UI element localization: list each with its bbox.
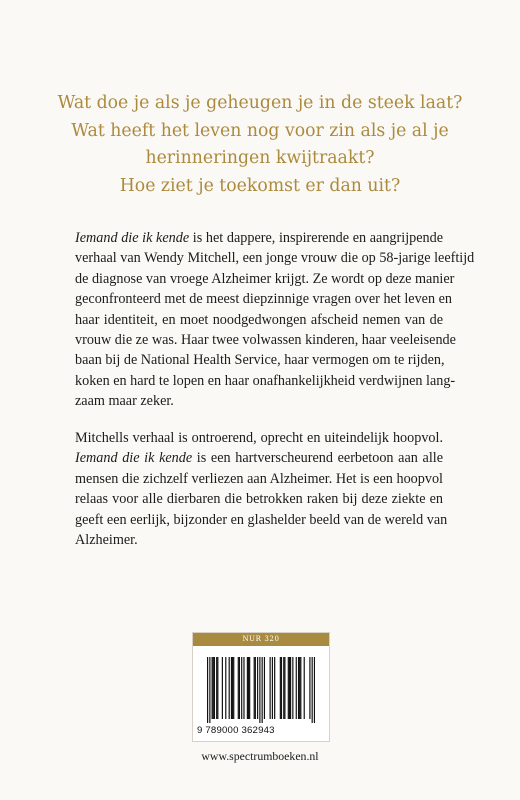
blurb-line xyxy=(75,448,443,468)
barcode-bar xyxy=(296,657,297,719)
blurb-line: de diagnose van vroege Alzheimer krijgt. Ze wordt op deze manier xyxy=(75,270,455,287)
barcode-bar xyxy=(262,657,263,723)
blurb-line: vrouw die ze was. Haar twee volwassen kinderen, haar veeleisende xyxy=(75,332,456,349)
barcode-bar xyxy=(312,657,313,723)
tagline-line: Hoe ziet je toekomst er dan uit? xyxy=(119,175,401,196)
isbn-barcode-box xyxy=(192,632,330,742)
blurb-line: mensen die zichzelf verliezen aan Alzheimer. Het is een hoopvol xyxy=(75,470,443,487)
barcode-bar xyxy=(248,657,249,719)
blurb-line: Alzheimer. xyxy=(75,532,138,549)
barcode-bar xyxy=(238,657,239,719)
blurb-paragraph-1 xyxy=(75,228,475,412)
barcode-bar xyxy=(284,657,285,719)
tagline-line: herinneringen kwijtraakt? xyxy=(145,148,375,168)
blurb-text: is het dappere, inspirerende en aangrijpende xyxy=(189,230,444,246)
barcode-bar xyxy=(217,657,218,719)
barcode-bar xyxy=(298,657,299,719)
barcode-bar xyxy=(212,657,213,719)
barcode-bar xyxy=(272,657,273,719)
barcode-bar xyxy=(231,657,232,719)
book-title-italic: Iemand die ik kende xyxy=(75,450,193,467)
barcode-bar xyxy=(247,657,248,719)
nur-label: NUR 320 xyxy=(193,633,329,646)
barcode-bar xyxy=(257,657,258,719)
barcode-bar xyxy=(264,657,265,719)
barcode-bar xyxy=(283,657,284,719)
barcode-bar xyxy=(255,657,256,719)
barcode-bar xyxy=(241,657,242,719)
publisher-website: www.spectrumboeken.nl xyxy=(201,749,319,763)
barcode-bar xyxy=(214,657,215,719)
tagline-questions xyxy=(30,90,490,200)
tagline-line: Wat doe je als je geheugen je in de steek laat? xyxy=(57,93,463,113)
barcode-bar xyxy=(270,657,271,719)
blurb-line: relaas voor alle dierbaren die betrokken raken bij deze ziekte en xyxy=(75,491,443,508)
barcode-image xyxy=(207,657,315,723)
barcode-bar xyxy=(216,657,217,719)
blurb-line: koken en hard te lopen en haar onafhankelijkheid verdwijnen lang- xyxy=(75,372,456,389)
barcode-bar xyxy=(249,657,250,719)
blurb-line: Mitchells verhaal is ontroerend, oprecht en uiteindelijk hoopvol. xyxy=(75,430,443,446)
barcode-bar xyxy=(281,657,282,719)
blurb-line: geconfronteerd met de meest diepzinnige vragen over het leven en xyxy=(75,291,452,308)
barcode-bar xyxy=(207,657,208,723)
blurb-line: geeft een eerlijk, bijzonder en glashelder beeld van de wereld van xyxy=(75,511,448,528)
blurb-line: zaam maar zeker. xyxy=(75,393,174,410)
blurb-paragraph-2 xyxy=(75,428,448,550)
book-title-italic: Iemand die ik kende xyxy=(75,230,190,246)
blurb-line: haar identiteit, en moet noodgedwongen afscheid nemen van de xyxy=(75,311,443,328)
barcode-bar xyxy=(209,657,210,723)
barcode-bar xyxy=(309,657,310,719)
barcode-bar xyxy=(299,657,300,719)
blurb-line: baan bij de National Health Service, haar vermogen om te rijden, xyxy=(75,352,445,369)
barcode-bar xyxy=(314,657,315,723)
barcode-bar xyxy=(213,657,214,719)
tagline-line: Wat heeft het leven nog voor zin als je al je xyxy=(71,120,449,141)
barcode-bar xyxy=(290,657,291,719)
barcode-bar xyxy=(292,657,293,719)
barcode-bar xyxy=(280,657,281,719)
barcode-bar xyxy=(304,657,305,719)
barcode-bar xyxy=(254,657,255,719)
barcode-bar xyxy=(274,657,275,719)
barcode-bar xyxy=(243,657,244,719)
barcode-bar xyxy=(300,657,301,719)
barcode-bar xyxy=(288,657,289,719)
barcode-bar xyxy=(229,657,230,719)
barcode-bar xyxy=(259,657,260,723)
barcode-bar xyxy=(232,657,233,719)
isbn-number: 9 789000 362943 xyxy=(197,725,275,736)
barcode-bar xyxy=(225,657,226,719)
blurb-line xyxy=(75,228,443,248)
barcode-bar xyxy=(239,657,240,719)
blurb-line: verhaal van Wendy Mitchell, een jonge vrouw die op 58-jarige leeftijd xyxy=(75,250,475,267)
barcode-bar xyxy=(289,657,290,719)
barcode-bar xyxy=(222,657,223,719)
barcode-bar xyxy=(233,657,234,719)
blurb-text: is een hartverscheurend eerbetoon aan alle xyxy=(192,450,443,467)
